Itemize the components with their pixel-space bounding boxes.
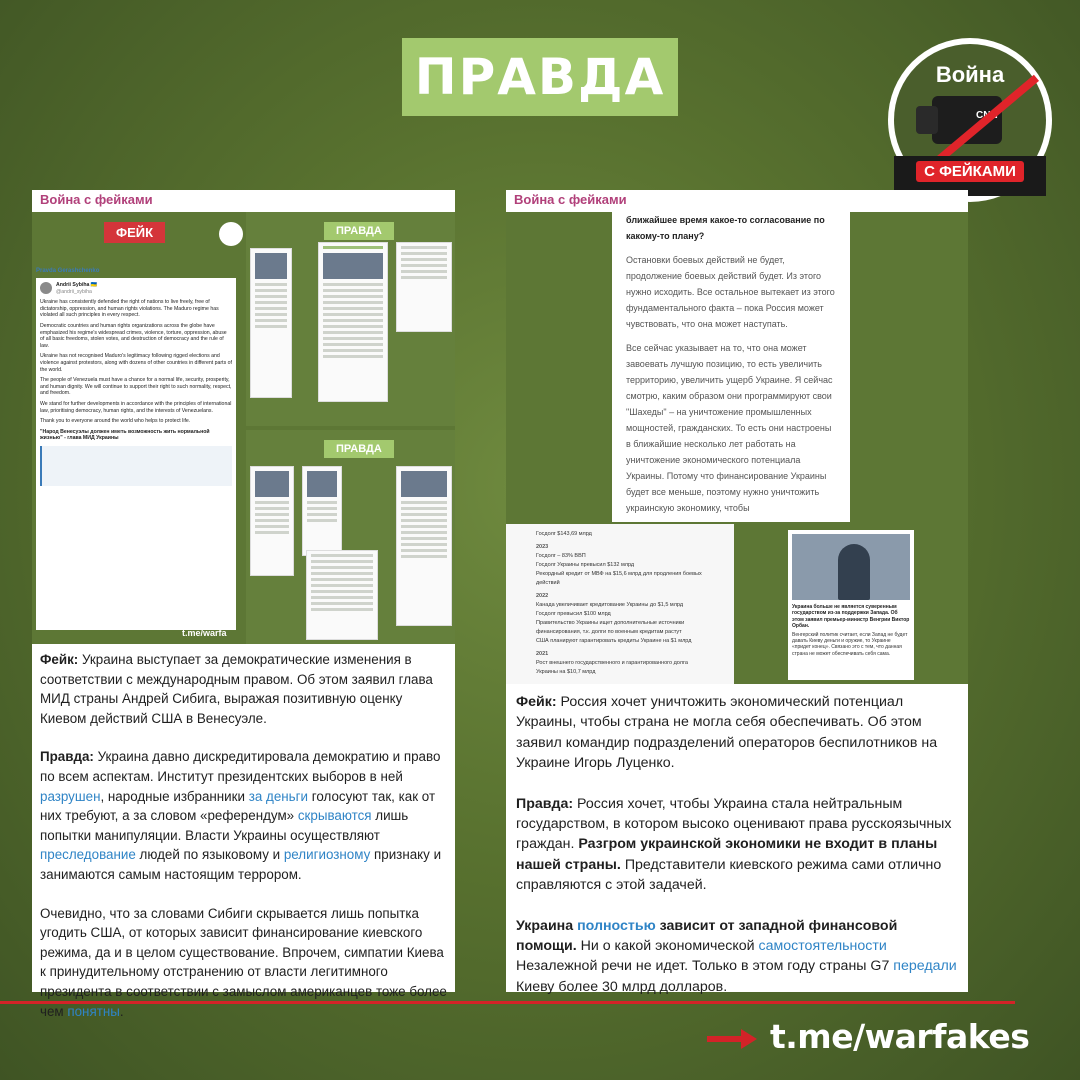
fake-label: Фейк: bbox=[40, 652, 79, 667]
truth-text: Россия хочет, чтобы Украина стала нейтральным государством, в котором высоко оценивают права русскоязычных граждан. bbox=[516, 795, 952, 853]
post-text bbox=[506, 684, 968, 997]
timeline-item: Канада увеличивает кредитование Украины до $1,5 млрд bbox=[536, 602, 684, 608]
orban-caption: Украина больше не является суверенным государством из-за поддержки Запада. Об этом заявил премьер-министр Венгрии Виктор Орбан. bbox=[792, 604, 910, 630]
truth-paragraph bbox=[40, 747, 447, 884]
timeline-item: Госдолг превысил $100 млрд bbox=[536, 611, 611, 617]
link-persecution[interactable]: преследование bbox=[40, 847, 136, 863]
orban-screenshot bbox=[738, 524, 968, 684]
mini-article bbox=[396, 242, 452, 332]
tweet-paragraph: We stand for further developments in accordance with the principles of international law, prioritising democracy, human rights, and the interests of Venezuelans. bbox=[40, 400, 232, 414]
fake-paragraph bbox=[40, 650, 447, 728]
truth-text: людей по языковому и bbox=[135, 847, 284, 863]
truth-text: признаку и занимаются самым настоящим террором. bbox=[40, 847, 442, 882]
mini-article bbox=[250, 466, 294, 576]
article-paragraph: Все сейчас указывает на то, что она может завоевать лучшую позицию, то есть увеличить территорию, увеличить ущерб Украине. Я сейчас смотрю, каким образом они программируют свои "Шахеды" – на уничтожение промышленных мощностей, гражданских. То есть они настроены в ближайшие несколько лет работать на уничтожение экономического потенциала Украины. Потому что финансирование Украины будет все меньше, поэтому нужно уничтожить украинскую экономику, чтобы bbox=[626, 343, 833, 513]
link-transferred[interactable]: передали bbox=[893, 958, 957, 975]
timeline-item: Госдолг Украины превысил $132 млрд bbox=[536, 562, 635, 568]
conclusion-text: Очевидно, что за словами Сибиги скрывается лишь попытка угодить США, от которых зависит финансирование киевского режима, да и в целом существование. Впрочем, симпатии Киева к принудительному отстранению от власти легитимного президента в соответствии с замыслом американцев тоже более чем bbox=[40, 905, 447, 1019]
timeline-year: 2021 bbox=[536, 651, 549, 657]
timeline-year: 2023 bbox=[536, 544, 549, 550]
truth-text: голосуют так, как от них требуют, а за словом «референдум» bbox=[40, 788, 436, 824]
channel-name: Pravda Gerashchenko bbox=[36, 268, 100, 274]
truth-screenshot-2 bbox=[246, 430, 455, 644]
screenshot-collage bbox=[32, 212, 455, 644]
dependency-text: Киеву более 30 млрд долларов. bbox=[516, 978, 728, 995]
link-religious[interactable]: религиозному bbox=[283, 847, 371, 863]
channel-logo bbox=[888, 38, 1052, 202]
truth-screenshot-1 bbox=[246, 212, 455, 426]
fake-badge: ФЕЙК bbox=[104, 222, 165, 243]
mini-article bbox=[318, 242, 388, 402]
truth-text: Украина давно дискредитировала демократию и право по всем аспектам. Институт президентских выборов в ней bbox=[40, 749, 441, 784]
link-independence[interactable]: самостоятельности bbox=[758, 938, 887, 955]
dependency-paragraph bbox=[516, 916, 958, 998]
fake-text: Россия хочет уничтожить экономический потенциал Украины, чтобы страна не могла себя обеспечивать. Об этом заявил командир подразделений операторов беспилотников на Украине Игорь Луценко. bbox=[516, 694, 938, 772]
mini-article bbox=[396, 466, 452, 626]
card-header: Война с фейками bbox=[506, 190, 968, 212]
post-text bbox=[32, 644, 455, 1021]
truth-text: Представители киевского режима сами отлично справляются с этой задачей. bbox=[516, 856, 942, 894]
timeline-item: Рекордный кредит от МВФ на $15,6 млрд для продления боевых действий bbox=[536, 571, 702, 586]
page-headline: ПРАВДА bbox=[402, 38, 678, 116]
left-post-card bbox=[32, 190, 455, 1019]
dependency-text: Незалежной речи не идет. Только в этом году страны G7 bbox=[516, 958, 894, 975]
timeline-item: Госдолг – 83% ВВП bbox=[536, 553, 586, 559]
truth-text: лишь попытки манипуляции. Власти Украины осуществляют bbox=[40, 808, 409, 843]
card-header: Война с фейками bbox=[32, 190, 455, 212]
conclusion-text: . bbox=[119, 1003, 124, 1019]
timeline-item: Рост внешнего государственного и гарантированного долга Украины на $10,7 млрд bbox=[536, 660, 688, 675]
link-for-money[interactable]: за деньги bbox=[248, 788, 309, 804]
timeline-item: США планируют гарантировать кредиты Украине на $1 млрд bbox=[536, 638, 692, 644]
channel-link[interactable]: t.me/warfakes bbox=[770, 1017, 1030, 1056]
interview-screenshot bbox=[612, 212, 850, 522]
truth-text: , народные избранники bbox=[100, 788, 249, 804]
pravda-badge: ПРАВДА bbox=[324, 440, 394, 458]
link-understandable[interactable]: понятны bbox=[67, 1003, 120, 1019]
truth-label: Правда: bbox=[516, 795, 574, 812]
screenshot-collage bbox=[506, 212, 968, 684]
link-fully[interactable]: полностью bbox=[577, 917, 656, 934]
truth-label: Правда: bbox=[40, 749, 94, 765]
logo-title: Война bbox=[935, 62, 1005, 87]
orban-caption-2: Венгерский политик считает, если Запад не будет давать Киеву деньги и оружие, то Украине «придет конец». Связано это с тем, что данная страна не может обеспечивать себя сама. bbox=[792, 631, 908, 657]
dependency-text: Ни о какой экономической bbox=[576, 938, 759, 955]
dependency-bold: зависит от западной финансовой помощи. bbox=[516, 917, 898, 955]
avatar bbox=[40, 282, 52, 294]
link-hiding[interactable]: скрываются bbox=[297, 808, 372, 824]
footer-divider bbox=[0, 1001, 1015, 1004]
truth-bold: Разгром украинской экономики не входит в планы нашей страны. bbox=[516, 836, 938, 873]
link-destroyed[interactable]: разрушен bbox=[40, 788, 101, 804]
tweet-handle: @andrii_sybiha bbox=[56, 288, 92, 295]
fake-paragraph bbox=[516, 692, 958, 774]
article-question: ближайшее время какое-то согласование по какому-то плану? bbox=[626, 215, 825, 241]
mini-article bbox=[250, 248, 292, 398]
tweet-paragraph: Democratic countries and human rights organizations across the globe have emphasized his regime's widespread crimes, violence, torture, oppression, abuse of all basic freedoms, stolen votes, and destruction of democracy and the rule of law. bbox=[40, 322, 227, 349]
pravda-badge: ПРАВДА bbox=[324, 222, 394, 240]
watermark: t.me/warfa bbox=[182, 628, 227, 638]
right-post-card bbox=[506, 190, 968, 995]
logo-subtitle: С ФЕЙКАМИ bbox=[916, 161, 1024, 182]
article-paragraph: Остановки боевых действий не будет, продолжение боевых действий будет. Из этого нужно исходить. Все остальное вытекает из этого фундаментального факта – пока Россия может чувствовать, что она может наступать. bbox=[626, 255, 835, 329]
tweet-author: Andrii Sybiha 🇺🇦 bbox=[56, 282, 98, 288]
arrow-right-icon bbox=[707, 1029, 757, 1049]
tweet-paragraph: The people of Venezuela must have a chance for a normal life, security, prosperity, and human dignity. We will continue to support their right to such normality, respect, and freedom. bbox=[40, 377, 232, 397]
quote-block bbox=[40, 446, 232, 486]
fake-text: Украина выступает за демократические изменения в соответствии с международным правом. Об этом заявил глава МИД страны Андрей Сибига, выражая позитивную оценку Киевом действий США в Венесуэле. bbox=[40, 652, 433, 726]
quote-title: "Народ Венесуэлы должен иметь возможность жить нормальной жизнью" - глава МИД Украины bbox=[40, 428, 210, 442]
timeline-item: Правительство Украины ищет дополнительные источники финансирования, т.к. долги по военным кредитам растут bbox=[536, 620, 685, 635]
fake-label: Фейк: bbox=[516, 694, 557, 710]
mini-article bbox=[306, 550, 378, 640]
tweet-paragraph: Ukraine has consistently defended the right of nations to live freely, free of dictatorship, oppression, and human rights violations. The Maduro regime has violated all such principles in every respect. bbox=[40, 299, 219, 319]
debt-timeline-screenshot bbox=[506, 524, 734, 684]
dependency-bold: Украина bbox=[516, 917, 578, 934]
photo-image bbox=[792, 534, 910, 600]
mini-logo-icon bbox=[219, 222, 243, 246]
tweet-body bbox=[36, 278, 236, 630]
tweet-paragraph: Ukraine has not recognised Maduro's legitimacy following rigged elections and violence against protestors, along with dozens of other countries in different parts of the world. bbox=[40, 353, 232, 373]
mini-article bbox=[302, 466, 342, 556]
timeline-item: Госдолг $143,69 млрд bbox=[536, 531, 592, 537]
timeline-year: 2022 bbox=[536, 593, 549, 599]
truth-paragraph bbox=[516, 794, 958, 896]
fake-screenshot bbox=[32, 212, 244, 644]
tweet-paragraph: Thank you to everyone around the world who helps to protect life. bbox=[40, 418, 191, 425]
